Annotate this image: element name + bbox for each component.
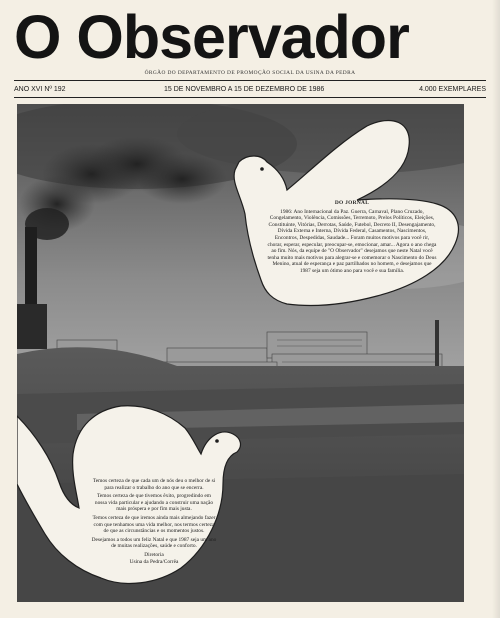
bottom-dove-message [91,478,217,565]
masthead-title: O Observador [14,3,409,71]
top-dove-heading: DO JORNAL [334,200,370,206]
top-dove-body: 1986: Ano Internacional da Paz. Guerra, Carnaval, Plano Cruzado, Congelamento, Violência, Comissões, Terremoto, Prelos Políticos, Eleições, Constituinte, Vitórias, Derrotas, Saúde, Futebol, Decreto II, Desengajamento, Dívida Externa e Interna, Dívida Federal, Casamentos, Nascimentos, Encontros, Despedidas, Saudade... Foram muitos motivos para você rir, chorar, esperar, especular, preocupar-se, emocionar, amar... Agora o ano chega ao fim. Nós, da equipe de "O Observador" desejamos que neste Natal você tenha muito mais motivos para alegrar-se e comemorar o Nascimento do Deus Menino, atual de esperança e paz partilhados no homem, e desejamos que 1987 seja um ótimo ano para você e sua família. [267,208,437,274]
cover-photo [17,104,464,602]
header-rule-bottom [14,97,486,98]
bottom-dove-paragraph-1: Temos certeza de que cada um de nós deu o melhor de si para realizar o trabalho do ano que se encerra. [92,478,216,491]
top-dove-message [267,200,437,277]
bottom-dove-paragraph-3: Temos certeza de que iremos ainda mais almejando fazer com que tenhamos uma vida melhor, nos termos certeza de que as circunstâncias e os momentos justos. [92,514,216,535]
bottom-dove-signature-1: Diretoria [144,551,164,558]
page-edge-shadow [492,0,500,618]
header-rule-top [14,80,486,81]
factory-landscape-illustration [17,104,464,602]
issue-info-bar [14,86,486,96]
bottom-dove-paragraph-2: Temos certeza de que tivemos êxito, progredindo em nossa vida particular e ajudando a construir uma nação mais próspera e por fim mais justa. [94,493,214,513]
issue-edition: ANO XVI Nº 192 [14,86,66,93]
bottom-dove-signature-2: Usina da Pedra/Corrêa [129,558,179,565]
bottom-dove-paragraph-4: Desejamos a todos um feliz Natal e que 1987 seja um ano de muitas realizações, saúde e conforto. [91,536,217,550]
masthead-subtitle: ÓRGÃO DO DEPARTAMENTO DE PROMOÇÃO SOCIAL DA USINA DA PEDRA [144,70,356,76]
issue-date-range: 15 DE NOVEMBRO A 15 DE DEZEMBRO DE 1986 [164,86,325,93]
issue-circulation: 4.000 EXEMPLARES [419,86,486,93]
